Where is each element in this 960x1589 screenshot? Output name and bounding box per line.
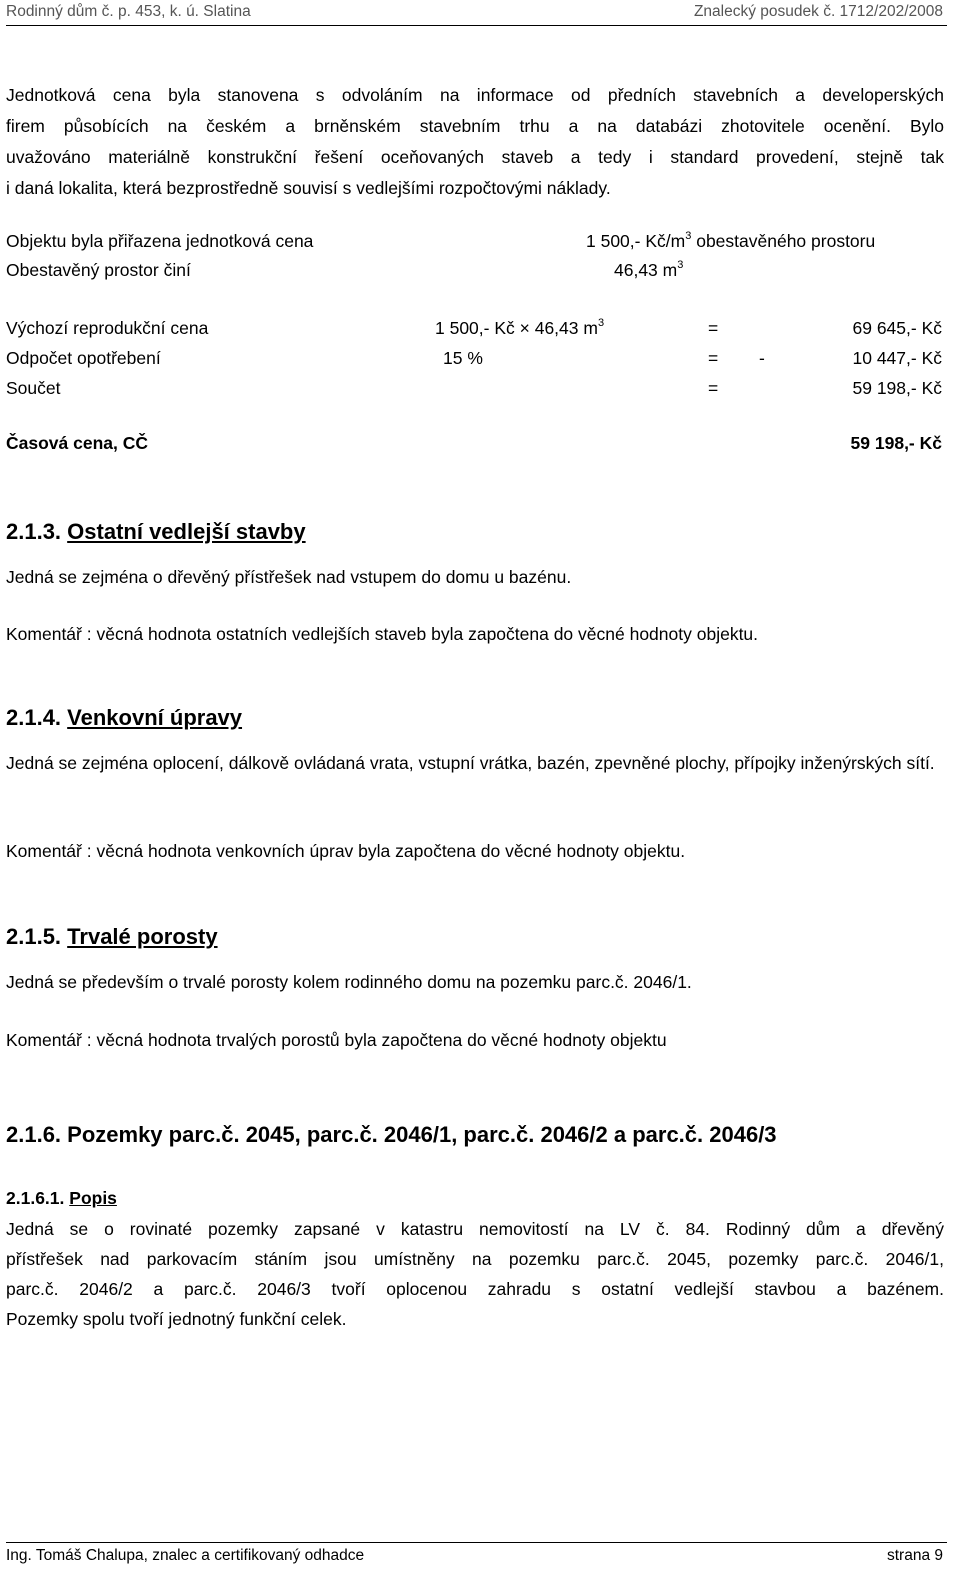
section-comment-215: Komentář : věcná hodnota trvalých porostů byla započtena do věcné hodnoty objektu [6,1030,667,1050]
intro-line-4: i daná lokalita, která bezprostředně souvisí s vedlejšími rozpočtovými náklady. [6,178,611,198]
header-left: Rodinný dům č. p. 453, k. ú. Slatina [6,3,251,20]
volume-value: 46,43 $m^3$ [614,259,684,280]
calc-result: 69 645,- Kč [852,318,942,338]
subsection-heading-2161: 2.1.6.1. Popis [6,1188,117,1208]
subsection-line-2: přístřešek nad parkovacím stáním jsou umístněny na pozemku parc.č. 2045, pozemky parc.č. 2046/1, [6,1249,944,1269]
section-text-214: Jedná se zejména oplocení, dálkově ovládaná vrata, vstupní vrátka, bazén, zpevněné plochy, přípojky inženýrských sítí. [6,753,935,773]
calc-formula: 1 500,- Kč × 46,43 $m^3$ [435,317,605,338]
intro-line-1: Jednotková cena byla stanovena s odvoláním na informace od předních stavebních a developerských [6,85,944,105]
footer-rule [6,1542,947,1543]
unit-price-value: 1 500,- $Kč/m^3$ obestavěného prostoru [586,230,876,251]
header-rule [6,25,947,26]
volume-label: Obestavěný prostor činí [6,260,191,280]
intro-line-3: uvažováno materiálně konstrukční řešení oceňovaných staveb a tedy i standard provedení, stejně tak [6,147,944,167]
total-label: Časová cena, CČ [6,433,149,453]
calc-formula: 15 % [443,348,483,368]
footer-left: Ing. Tomáš Chalupa, znalec a certifikovaný odhadce [6,1547,365,1564]
calc-equals: = [708,348,719,368]
section-text-213: Jedná se zejména o dřevěný přístřešek nad vstupem do domu u bazénu. [6,567,572,587]
calc-sign: - [759,348,765,368]
subsection-line-3: parc.č. 2046/2 a parc.č. 2046/3 tvoří oplocenou zahradu s ostatní vedlejší stavbou a bazénem. [6,1279,944,1299]
calc-equals: = [708,378,719,398]
intro-line-2: firem působících na českém a brněnském stavebním trhu a na databázi zhotovitele ocenění. Bylo [6,116,944,136]
subsection-line-4: Pozemky spolu tvoří jednotný funkční celek. [6,1309,347,1329]
unit-price-label: Objektu byla přiřazena jednotková cena [6,231,314,251]
calc-equals: = [708,318,719,338]
section-heading-215: 2.1.5. Trvalé porosty [6,924,218,949]
total-value: 59 198,- Kč [850,433,942,453]
calc-label: Součet [6,378,61,398]
footer-page-number: strana 9 [886,1547,943,1564]
calc-result: 59 198,- Kč [852,378,942,398]
calc-result: 10 447,- Kč [852,348,942,368]
section-comment-214: Komentář : věcná hodnota venkovních úprav byla započtena do věcné hodnoty objektu. [6,841,686,861]
section-text-215: Jedná se především o trvalé porosty kolem rodinného domu na pozemku parc.č. 2046/1. [6,972,692,992]
subsection-line-1: Jedná se o rovinaté pozemky zapsané v katastru nemovitostí na LV č. 84. Rodinný dům a dřevěný [6,1219,944,1239]
section-comment-213: Komentář : věcná hodnota ostatních vedlejších staveb byla započtena do věcné hodnoty objektu. [6,624,759,644]
section-heading-216: 2.1.6. Pozemky parc.č. 2045, parc.č. 2046/1, parc.č. 2046/2 a parc.č. 2046/3 [6,1122,777,1147]
calc-label: Výchozí reprodukční cena [6,318,209,338]
section-heading-213: 2.1.3. Ostatní vedlejší stavby [6,519,306,544]
header-right: Znalecký posudek č. 1712/202/2008 [693,3,943,20]
section-heading-214: 2.1.4. Venkovní úpravy [6,705,243,730]
calc-label: Odpočet opotřebení [6,348,161,368]
